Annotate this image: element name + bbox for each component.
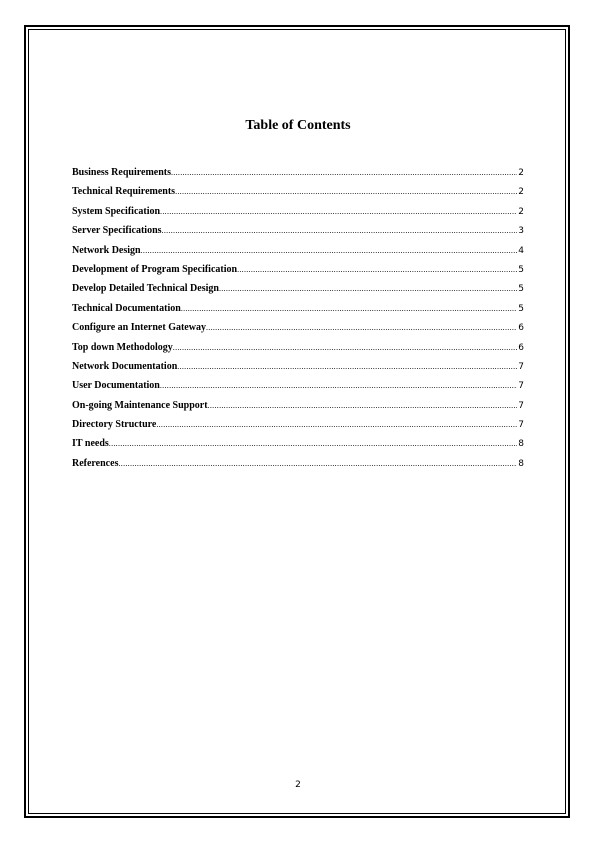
toc-entry-development-of-program-specification[interactable]	[72, 263, 524, 282]
toc-entry-page: 7	[518, 400, 524, 411]
toc-entry-label: Configure an Internet Gateway	[72, 322, 206, 334]
toc-entry-page: 5	[518, 303, 524, 314]
toc-entry-label: Technical Documentation	[72, 302, 181, 314]
toc-entry-label: Business Requirements	[72, 167, 171, 178]
toc-dot-leader	[219, 282, 517, 295]
toc-entry-page: 5	[518, 264, 524, 275]
toc-entry-page: 8	[518, 439, 524, 450]
toc-dot-leader	[118, 457, 517, 470]
toc-entry-on-going-maintenance-support[interactable]	[72, 399, 524, 418]
toc-entry-references[interactable]	[72, 457, 524, 476]
toc-dot-leader	[160, 205, 517, 218]
toc-entry-label: On-going Maintenance Support	[72, 399, 208, 411]
toc-entry-top-down-methodology[interactable]	[72, 341, 524, 360]
toc-entry-page: 6	[518, 323, 524, 334]
toc-entry-page: 5	[518, 284, 524, 295]
toc-dot-leader	[173, 341, 517, 354]
toc-entry-label: Top down Methodology	[72, 341, 173, 353]
toc-entry-network-documentation[interactable]	[72, 360, 524, 379]
toc-entry-label: References	[72, 457, 119, 469]
toc-entry-develop-detailed-technical-design[interactable]	[72, 282, 524, 301]
toc-entry-label: Development of Program Specification	[72, 263, 238, 275]
toc-dot-leader	[206, 321, 517, 334]
toc-entry-configure-an-internet-gateway[interactable]	[72, 321, 524, 340]
toc-dot-leader	[181, 302, 517, 315]
toc-entry-label: Network Design	[72, 244, 141, 256]
toc-dot-leader	[208, 399, 518, 412]
toc-entry-label: System Specification	[72, 205, 161, 217]
toc-title: Table of Contents	[245, 118, 351, 133]
toc-entry-label: Server Specifications	[72, 225, 162, 237]
toc-entry-directory-structure[interactable]	[72, 418, 524, 437]
toc-dot-leader	[171, 166, 517, 179]
toc-entry-user-documentation[interactable]	[72, 379, 524, 398]
toc-entry-page: 8	[518, 458, 524, 469]
toc-dot-leader	[162, 224, 518, 237]
toc-entry-page: 4	[518, 245, 524, 256]
toc-dot-leader	[237, 263, 517, 276]
toc-entry-label: Technical Requirements	[72, 186, 176, 198]
toc-entry-page: 6	[518, 342, 524, 353]
toc-entry-page: 7	[518, 420, 524, 431]
toc-entry-business-requirements[interactable]	[72, 166, 524, 185]
page-number: 2	[295, 780, 301, 790]
toc-dot-leader	[156, 418, 517, 431]
toc-entry-label: Network Documentation	[72, 360, 178, 372]
toc-dot-leader	[175, 185, 517, 198]
toc-entry-page: 2	[518, 206, 524, 217]
toc-entry-server-specifications[interactable]	[72, 224, 524, 243]
toc-entry-page: 2	[518, 187, 524, 198]
toc-entry-system-specification[interactable]	[72, 205, 524, 224]
toc-entry-page: 7	[518, 361, 524, 372]
toc-entry-label: Directory Structure	[72, 419, 157, 431]
toc-entry-technical-documentation[interactable]	[72, 302, 524, 321]
toc-dot-leader	[177, 360, 517, 373]
toc-dot-leader	[160, 379, 517, 392]
toc-entry-technical-requirements[interactable]	[72, 185, 524, 204]
toc-entry-page: 2	[518, 168, 524, 178]
toc-entry-page: 3	[518, 226, 524, 237]
toc-dot-leader	[109, 437, 517, 450]
toc-entry-label: Develop Detailed Technical Design	[72, 283, 219, 295]
toc-entry-it-needs[interactable]	[72, 437, 524, 456]
toc-entry-network-design[interactable]	[72, 244, 524, 263]
toc-dot-leader	[141, 244, 518, 257]
toc-entry-label: IT needs	[72, 438, 109, 450]
toc-entry-label: User Documentation	[72, 380, 160, 392]
toc-list	[72, 166, 524, 476]
toc-entry-page: 7	[518, 381, 524, 392]
